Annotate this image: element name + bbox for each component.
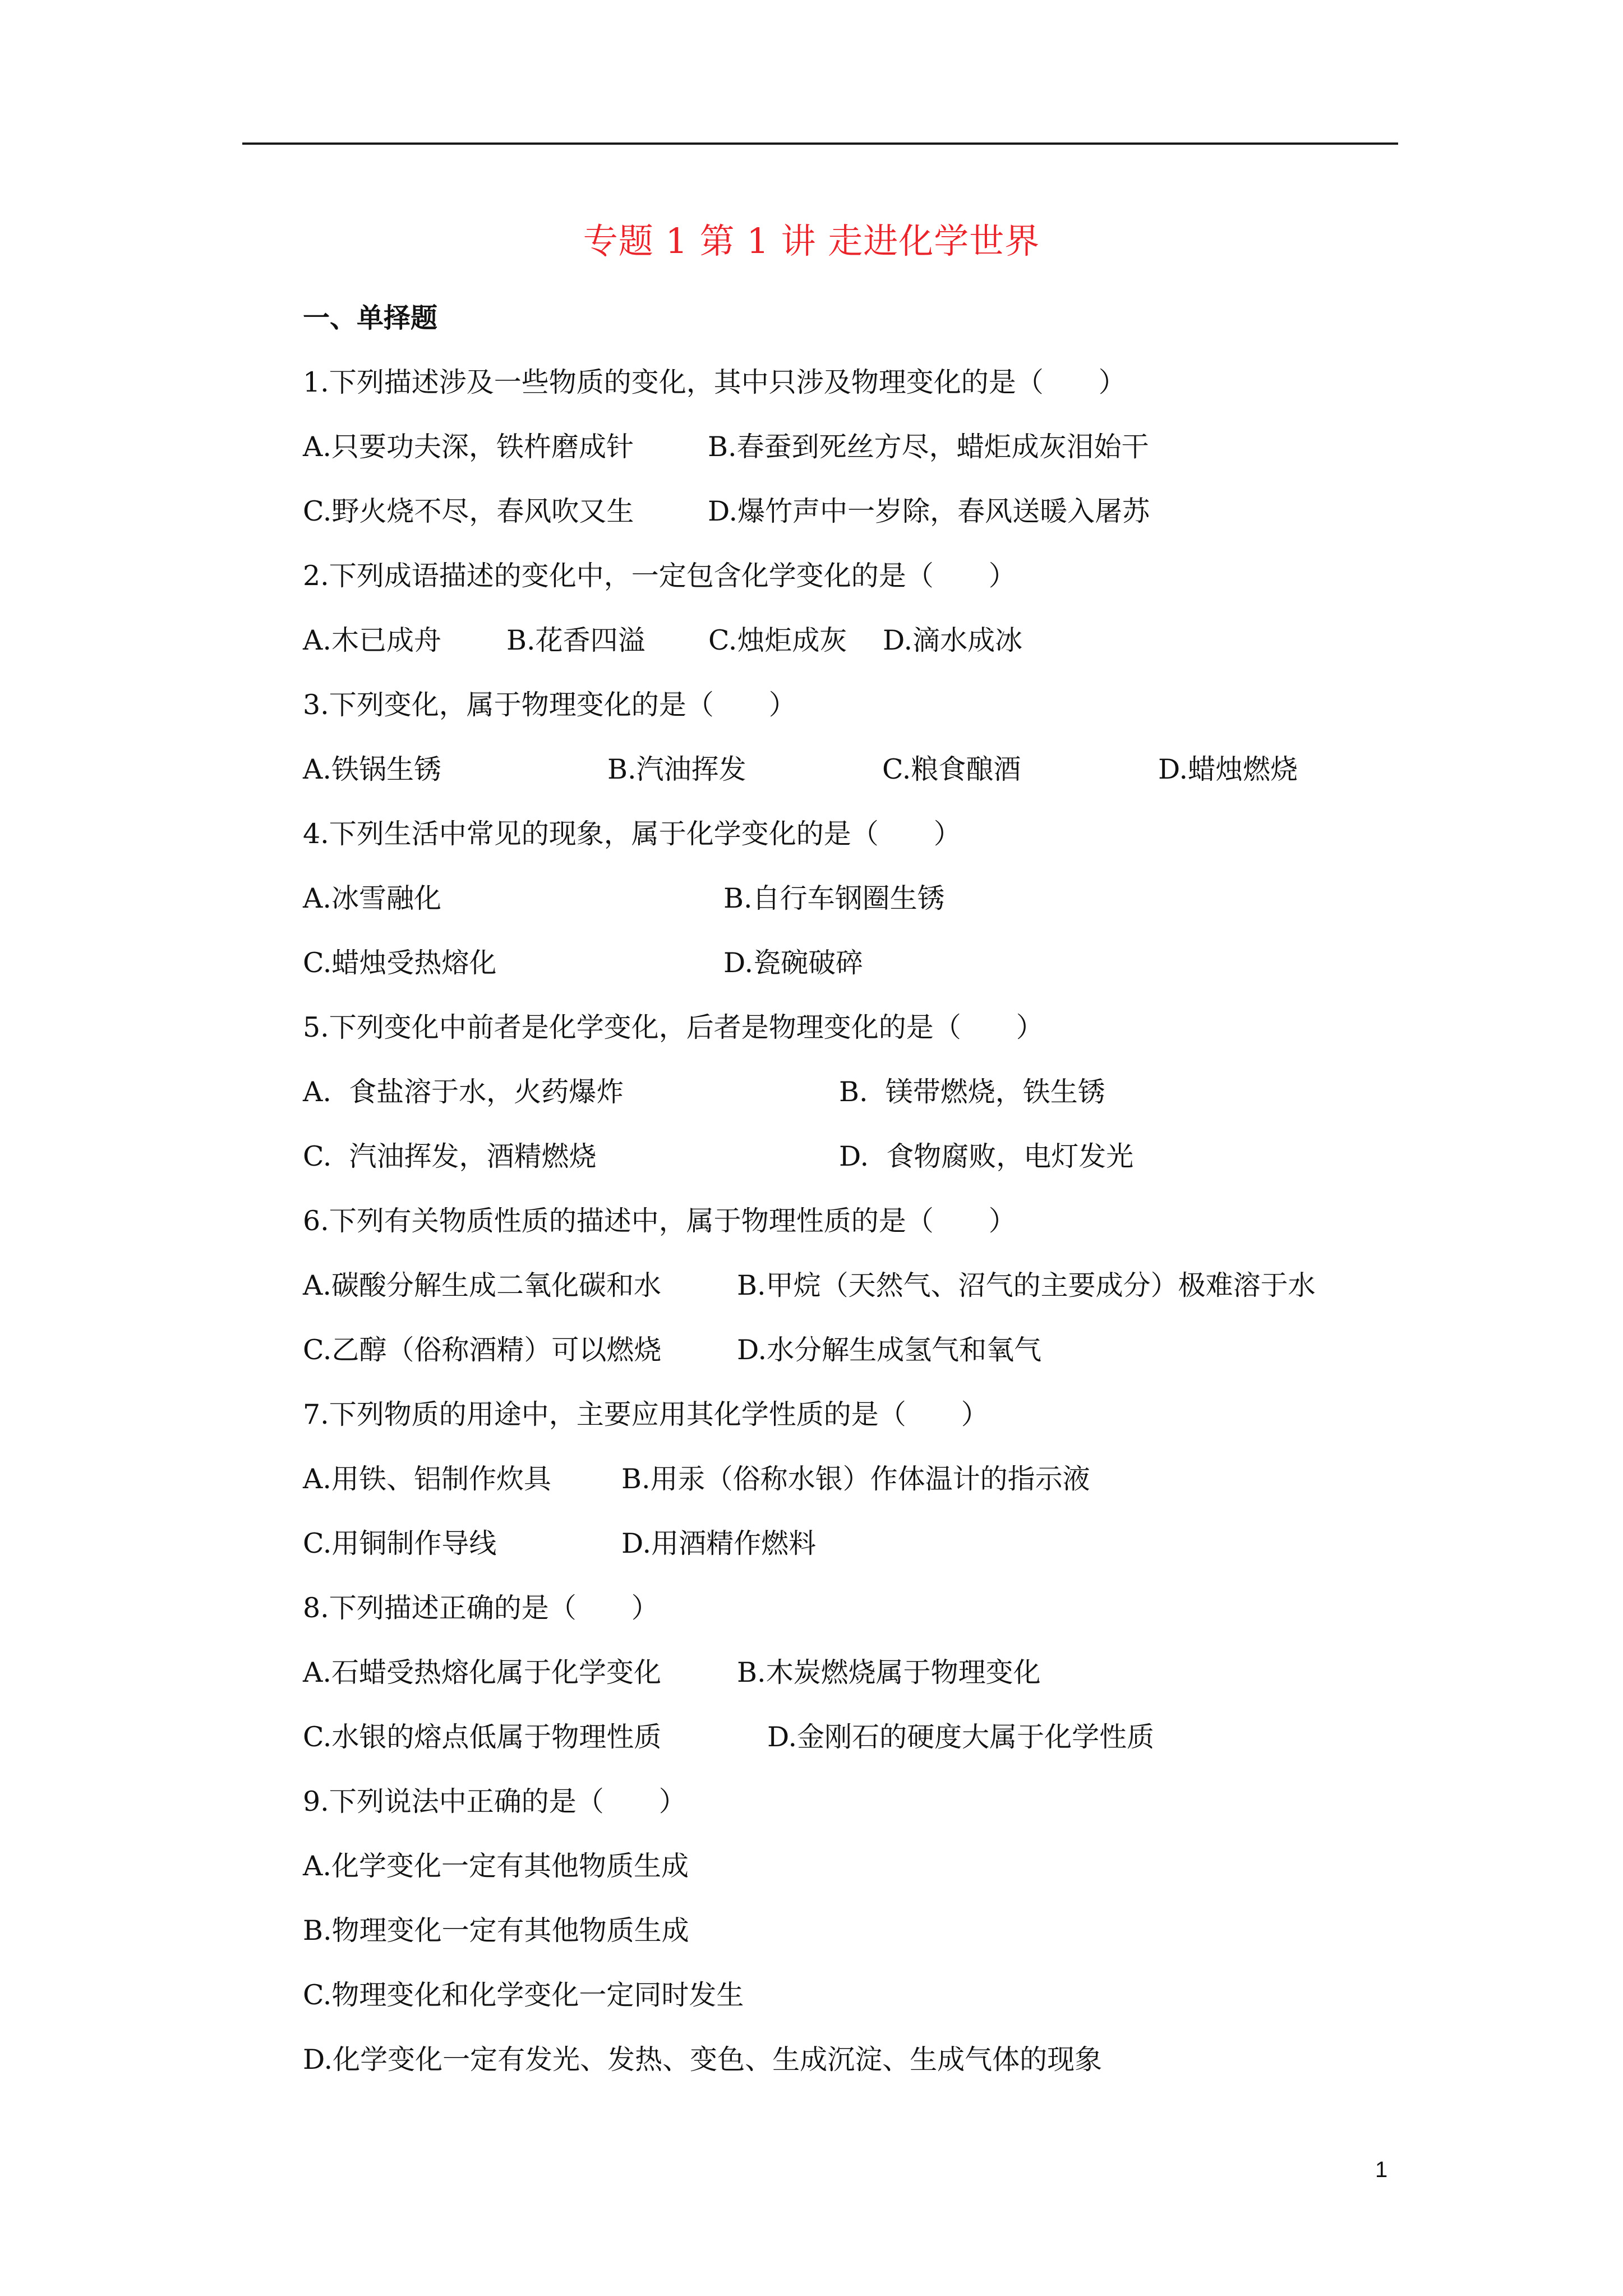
question-7-option-d: D.用酒精作燃料	[621, 1527, 817, 1559]
question-9-stem: 9.下列说法中正确的是（ ）	[303, 1786, 686, 1818]
question-9-option-c: C.物理变化和化学变化一定同时发生	[303, 1979, 744, 2011]
question-1-option-a: A.只要功夫深，铁杵磨成针	[303, 431, 634, 463]
question-9-option-b: B.物理变化一定有其他物质生成	[303, 1915, 689, 1947]
question-7-stem: 7.下列物质的用途中，主要应用其化学性质的是（ ）	[303, 1398, 989, 1430]
question-5-option-c: C. 汽油挥发，酒精燃烧	[303, 1140, 597, 1172]
question-5-option-a: A. 食盐溶于水，火药爆炸	[303, 1076, 624, 1108]
header-rule	[242, 142, 1398, 145]
question-6-stem: 6.下列有关物质性质的描述中，属于物理性质的是（ ）	[303, 1205, 1016, 1237]
question-6-option-d: D.水分解生成氢气和氧气	[737, 1334, 1042, 1366]
page-title: 专题 1 第 1 讲 走进化学世界	[583, 220, 1040, 261]
question-4-option-b: B.自行车钢圈生锈	[723, 882, 945, 914]
question-8-option-c: C.水银的熔点低属于物理性质	[303, 1721, 662, 1753]
question-7-option-a: A.用铁、铝制作炊具	[303, 1463, 551, 1495]
question-4-stem: 4.下列生活中常见的现象，属于化学变化的是（ ）	[303, 818, 961, 850]
question-2-option-c: C.烛炬成灰	[708, 624, 847, 656]
question-2-option-a: A.木已成舟	[303, 624, 441, 656]
question-3-option-a: A.铁锅生锈	[303, 753, 441, 785]
question-8-option-b: B.木炭燃烧属于物理变化	[737, 1657, 1041, 1688]
question-1-option-d: D.爆竹声中一岁除，春风送暖入屠苏	[708, 495, 1150, 527]
question-1-stem: 1.下列描述涉及一些物质的变化，其中只涉及物理变化的是（ ）	[303, 366, 1126, 398]
question-6-option-b: B.甲烷（天然气、沼气的主要成分）极难溶于水	[737, 1269, 1316, 1301]
question-8-stem: 8.下列描述正确的是（ ）	[303, 1592, 659, 1624]
question-1-option-b: B.春蚕到死丝方尽，蜡炬成灰泪始干	[708, 431, 1149, 463]
page-number: 1	[1375, 2157, 1388, 2182]
question-2-option-d: D.滴水成冰	[883, 624, 1023, 656]
question-2-option-b: B.花香四溢	[506, 624, 645, 656]
question-1-option-c: C.野火烧不尽，春风吹又生	[303, 495, 634, 527]
question-7-option-c: C.用铜制作导线	[303, 1527, 497, 1559]
question-3-option-c: C.粮食酿酒	[882, 753, 1021, 785]
question-8-option-a: A.石蜡受热熔化属于化学变化	[303, 1657, 661, 1688]
question-7-option-b: B.用汞（俗称水银）作体温计的指示液	[621, 1463, 1090, 1495]
question-5-option-d: D. 食物腐败，电灯发光	[839, 1140, 1134, 1172]
question-9-option-a: A.化学变化一定有其他物质生成	[303, 1850, 689, 1882]
question-3-stem: 3.下列变化，属于物理变化的是（ ）	[303, 689, 796, 721]
question-4-option-a: A.冰雪融化	[303, 882, 441, 914]
question-5-option-b: B. 镁带燃烧，铁生锈	[839, 1076, 1105, 1108]
question-4-option-c: C.蜡烛受热熔化	[303, 947, 497, 979]
question-5-stem: 5.下列变化中前者是化学变化，后者是物理变化的是（ ）	[303, 1011, 1044, 1043]
question-6-option-c: C.乙醇（俗称酒精）可以燃烧	[303, 1334, 662, 1366]
question-2-stem: 2.下列成语描述的变化中，一定包含化学变化的是（ ）	[303, 560, 1016, 592]
section-heading: 一、单择题	[303, 302, 438, 334]
question-4-option-d: D.瓷碗破碎	[723, 947, 864, 979]
question-3-option-b: B.汽油挥发	[607, 753, 746, 785]
question-6-option-a: A.碳酸分解生成二氧化碳和水	[303, 1269, 661, 1301]
question-9-option-d: D.化学变化一定有发光、发热、变色、生成沉淀、生成气体的现象	[303, 2044, 1103, 2076]
question-3-option-d: D.蜡烛燃烧	[1158, 753, 1298, 785]
question-8-option-d: D.金刚石的硬度大属于化学性质	[767, 1721, 1155, 1753]
